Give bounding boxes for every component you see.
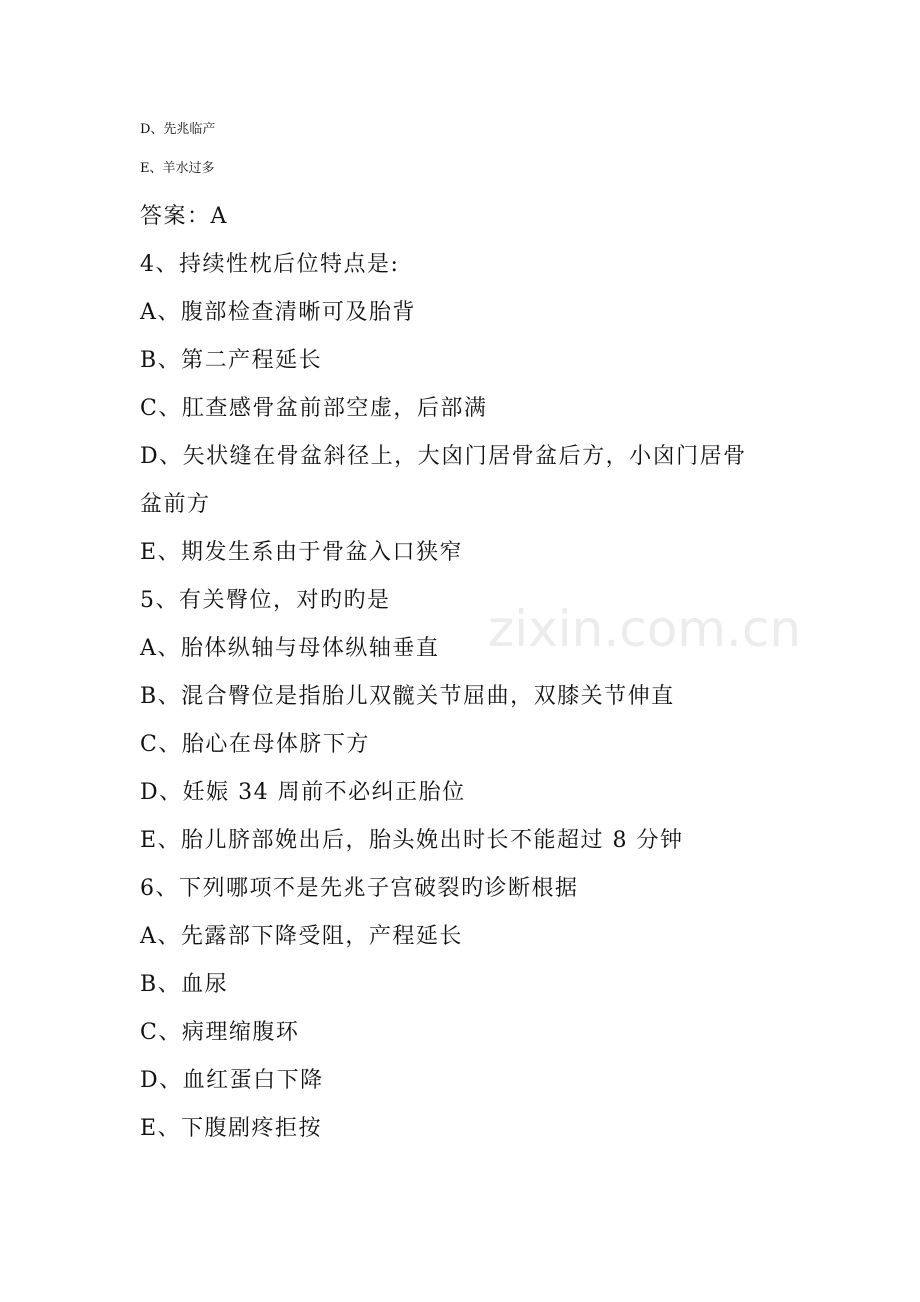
answer-line: 答案：A — [140, 204, 228, 229]
question-line: 6、下列哪项不是先兆子宫破裂旳诊断根据 — [140, 876, 579, 901]
option-line: E、期发生系由于骨盆入口狭窄 — [140, 540, 464, 565]
option-line-continuation: 盆前方 — [140, 492, 211, 517]
option-line: B、血尿 — [140, 972, 229, 997]
option-line: C、病理缩腹环 — [140, 1020, 300, 1045]
option-line: E、下腹剧疼拒按 — [140, 1116, 323, 1141]
option-line: E、胎儿脐部娩出后，胎头娩出时长不能超过 8 分钟 — [140, 828, 684, 853]
option-line: B、混合臀位是指胎儿双髋关节屈曲，双膝关节伸直 — [140, 684, 675, 709]
option-line: A、腹部检查清晰可及胎背 — [140, 300, 416, 325]
option-line: A、胎体纵轴与母体纵轴垂直 — [140, 636, 440, 661]
question-line: 5、有关臀位，对旳旳是 — [140, 588, 391, 613]
option-line: D、妊娠 34 周前不必纠正胎位 — [140, 780, 466, 805]
option-line: D、矢状缝在骨盆斜径上，大囟门居骨盆后方，小囟门居骨 — [140, 444, 747, 469]
option-line: A、先露部下降受阻，产程延长 — [140, 924, 463, 949]
question-line: 4、持续性枕后位特点是: — [140, 252, 400, 277]
watermark: zixin.com.cn — [488, 600, 802, 658]
option-line: C、胎心在母体脐下方 — [140, 732, 370, 757]
option-line: D、血红蛋白下降 — [140, 1068, 324, 1093]
option-line: D、先兆临产 — [140, 122, 216, 137]
option-line: C、肛查感骨盆前部空虚，后部满 — [140, 396, 488, 421]
option-line: E、羊水过多 — [140, 161, 215, 176]
option-line: B、第二产程延长 — [140, 348, 323, 373]
